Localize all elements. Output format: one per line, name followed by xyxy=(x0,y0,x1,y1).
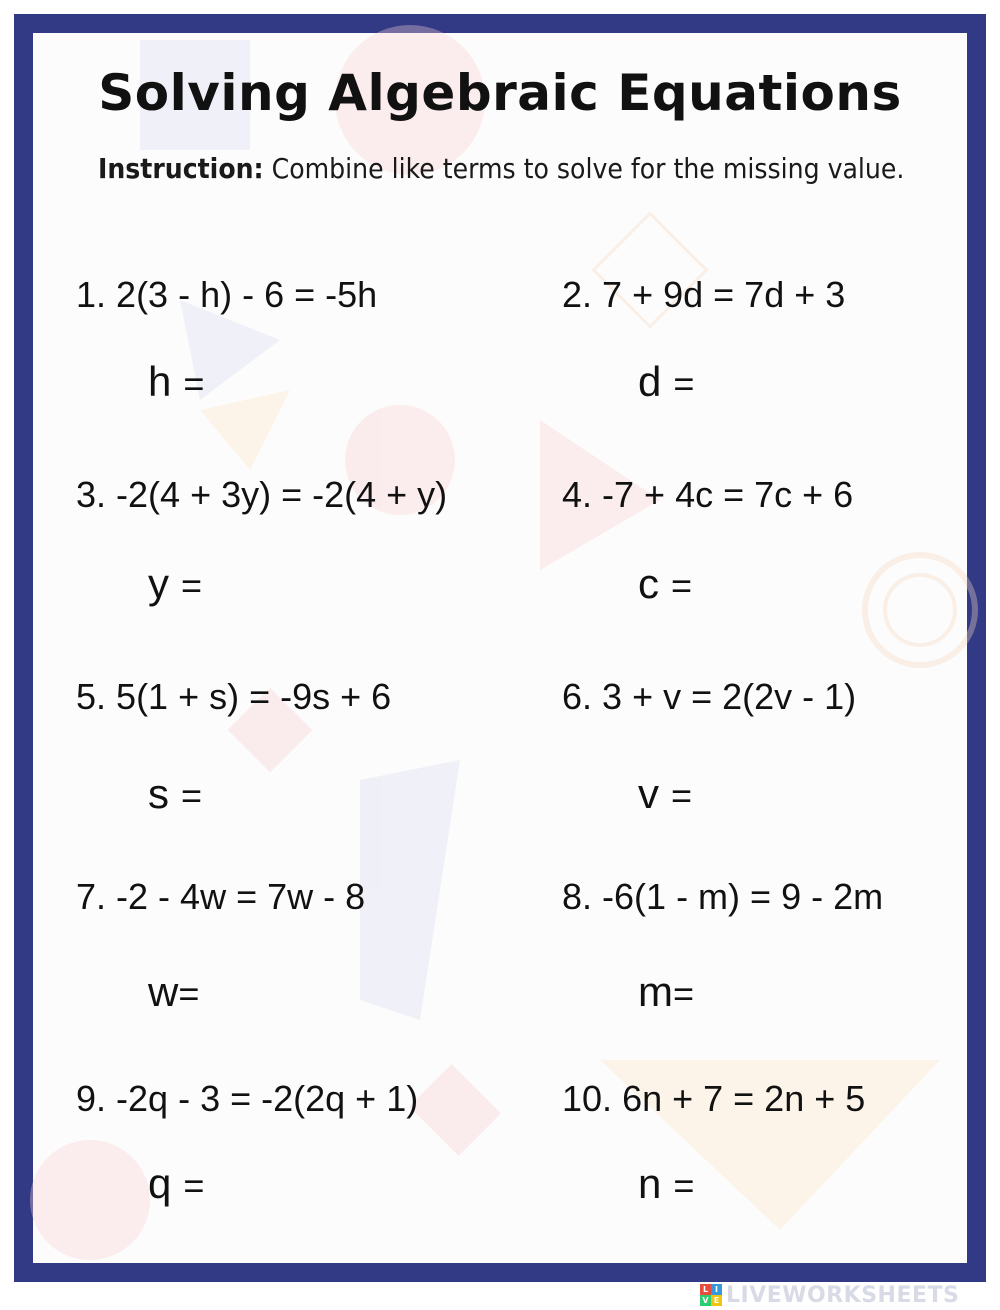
problem-equation: -6(1 - m) = 9 - 2m xyxy=(602,876,884,917)
deco-diamond xyxy=(409,1064,501,1156)
answer-input-7[interactable] xyxy=(230,970,514,1020)
answer-row-9 xyxy=(148,1160,204,1208)
problem-number: 2. xyxy=(562,274,593,315)
problem-5 xyxy=(76,676,391,718)
answer-equals: = xyxy=(671,565,693,606)
problem-number: 7. xyxy=(76,876,107,917)
problem-number: 4. xyxy=(562,474,593,515)
answer-variable: q xyxy=(148,1160,172,1207)
brand-text: LIVEWORKSHEETS xyxy=(726,1282,960,1308)
answer-variable: w xyxy=(148,968,179,1015)
answer-input-3[interactable] xyxy=(230,562,514,612)
answer-equals: = xyxy=(183,363,205,404)
answer-input-2[interactable] xyxy=(720,360,964,410)
answer-equals: = xyxy=(183,1165,205,1206)
logo-letter: V xyxy=(700,1295,711,1306)
problem-equation: 6n + 7 = 2n + 5 xyxy=(622,1078,866,1119)
instruction-label: Instruction: xyxy=(98,152,264,185)
answer-row-1 xyxy=(148,358,204,406)
answer-input-8[interactable] xyxy=(720,970,964,1020)
answer-variable: v xyxy=(638,770,659,817)
answer-equals: = xyxy=(671,775,693,816)
problem-number: 6. xyxy=(562,676,593,717)
answer-input-5[interactable] xyxy=(230,772,514,822)
answer-equals: = xyxy=(673,973,695,1014)
problem-7 xyxy=(76,876,365,918)
problem-9 xyxy=(76,1078,418,1120)
liveworksheets-watermark xyxy=(700,1283,959,1307)
problem-6 xyxy=(562,676,856,718)
problem-3 xyxy=(76,474,447,516)
answer-equals: = xyxy=(673,1165,695,1206)
logo-letter: E xyxy=(711,1295,722,1306)
answer-input-4[interactable] xyxy=(720,562,964,612)
problem-number: 8. xyxy=(562,876,593,917)
answer-input-9[interactable] xyxy=(230,1162,514,1212)
answer-variable: h xyxy=(148,358,172,405)
answer-row-5 xyxy=(148,770,202,818)
problem-equation: -2(4 + 3y) = -2(4 + y) xyxy=(116,474,448,515)
answer-variable: y xyxy=(148,560,169,607)
answer-input-1[interactable] xyxy=(230,360,514,410)
answer-row-8 xyxy=(638,968,694,1016)
logo-letter: L xyxy=(700,1284,711,1295)
answer-variable: c xyxy=(638,560,659,607)
problem-1 xyxy=(76,274,377,316)
answer-input-6[interactable] xyxy=(720,772,964,822)
problem-equation: 2(3 - h) - 6 = -5h xyxy=(116,274,378,315)
answer-equals: = xyxy=(181,775,203,816)
problem-number: 9. xyxy=(76,1078,107,1119)
answer-variable: s xyxy=(148,770,169,817)
answer-variable: n xyxy=(638,1160,662,1207)
answer-variable: d xyxy=(638,358,662,405)
instruction-text: Combine like terms to solve for the missing value. xyxy=(271,152,905,185)
answer-row-4 xyxy=(638,560,692,608)
problem-equation: 3 + v = 2(2v - 1) xyxy=(602,676,857,717)
problem-equation: -7 + 4c = 7c + 6 xyxy=(602,474,854,515)
deco-circle xyxy=(30,1140,150,1260)
answer-row-7 xyxy=(148,968,199,1016)
problem-equation: 7 + 9d = 7d + 3 xyxy=(602,274,846,315)
problem-equation: -2q - 3 = -2(2q + 1) xyxy=(116,1078,419,1119)
problem-number: 10. xyxy=(562,1078,613,1119)
answer-equals: = xyxy=(181,565,203,606)
problem-number: 1. xyxy=(76,274,107,315)
problem-10 xyxy=(562,1078,865,1120)
answer-row-3 xyxy=(148,560,202,608)
problem-2 xyxy=(562,274,845,316)
answer-input-10[interactable] xyxy=(720,1162,964,1212)
page-title: Solving Algebraic Equations xyxy=(98,64,902,122)
answer-variable: m xyxy=(638,968,673,1015)
problem-number: 3. xyxy=(76,474,107,515)
problem-equation: 5(1 + s) = -9s + 6 xyxy=(116,676,392,717)
problem-8 xyxy=(562,876,883,918)
instruction xyxy=(98,152,904,185)
logo-letter: I xyxy=(711,1284,722,1295)
problem-number: 5. xyxy=(76,676,107,717)
answer-equals: = xyxy=(673,363,695,404)
answer-equals: = xyxy=(178,973,200,1014)
problem-4 xyxy=(562,474,853,516)
answer-row-6 xyxy=(638,770,692,818)
problem-equation: -2 - 4w = 7w - 8 xyxy=(116,876,366,917)
answer-row-2 xyxy=(638,358,694,406)
answer-row-10 xyxy=(638,1160,694,1208)
liveworksheets-logo-icon xyxy=(700,1284,722,1306)
